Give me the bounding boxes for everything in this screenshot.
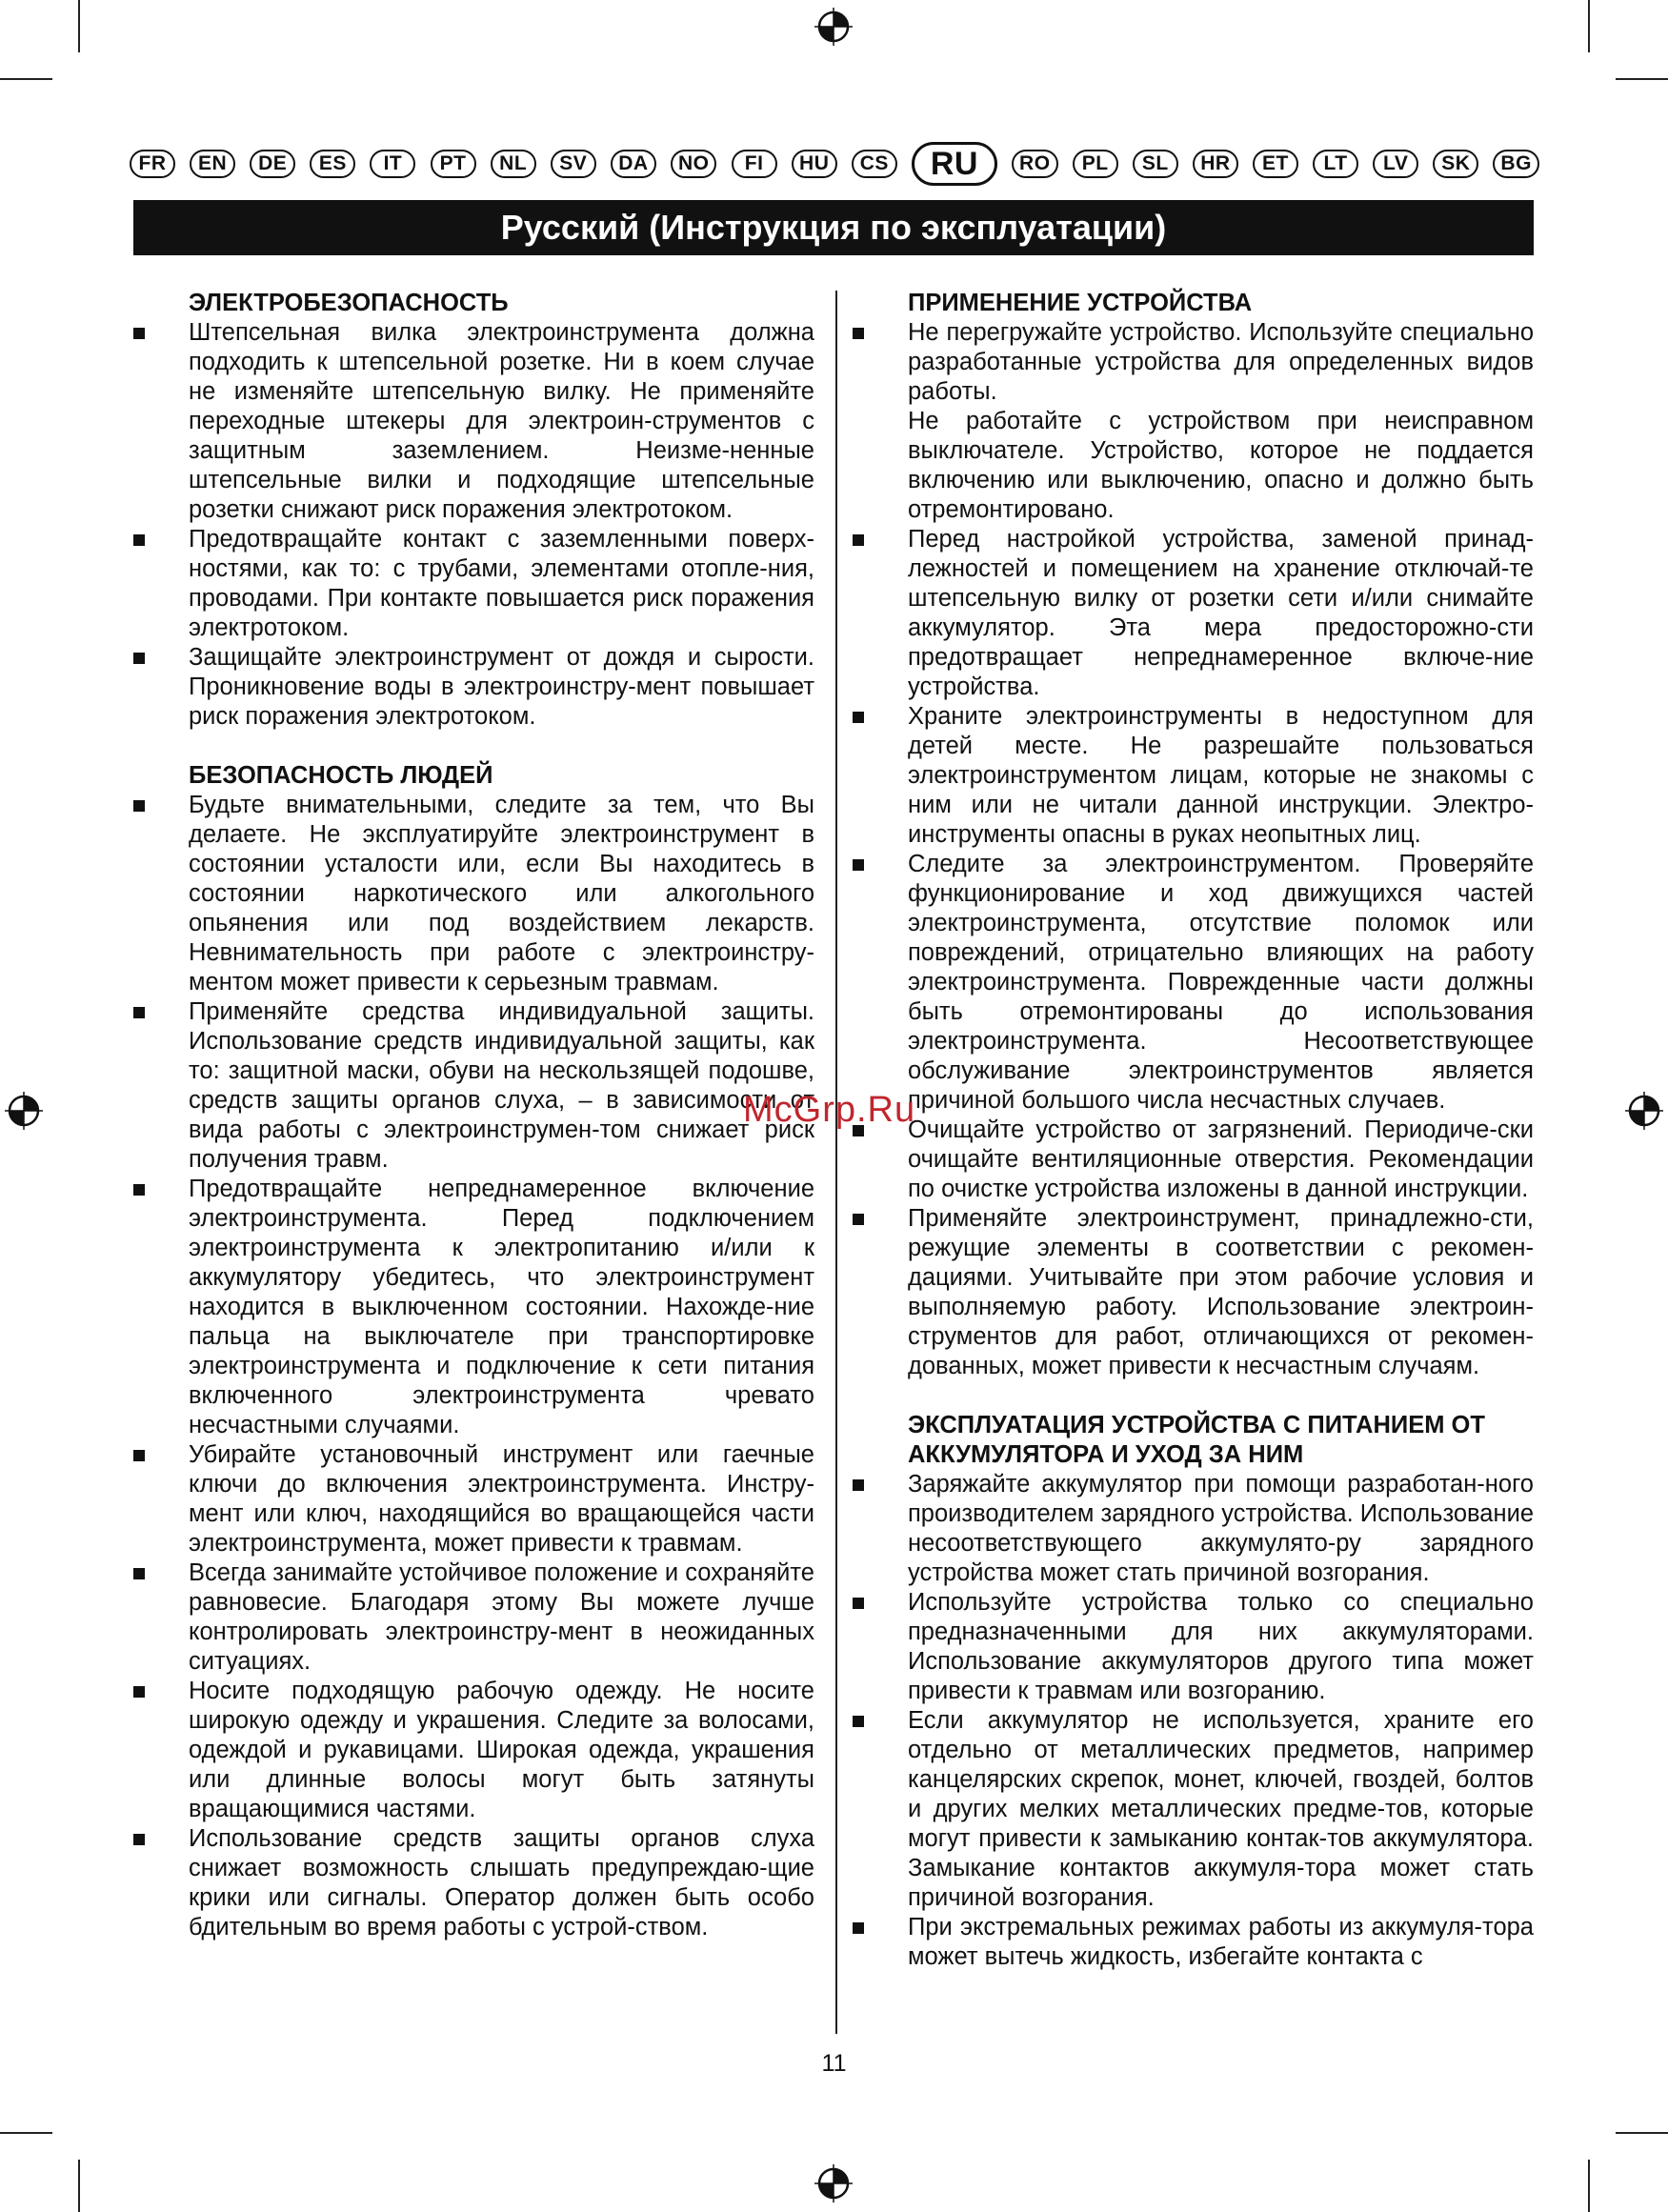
right-column [853, 289, 1534, 1972]
crop-mark [1616, 2132, 1668, 2134]
list-item-text: Следите за электроинструментом. Проверяйте функционирование и ход движущихся частей электроинструмента, отсутствие поломок или повреждений, отрицательно влияющих на работу электроинструмента. Поврежденные части должны быть отремонтированы до использования электроинструмента. Несоответствующее обслуживание электроинструментов является причиной большого числа несчастных случаев. [908, 851, 1534, 1114]
section-heading-electrical-safety: ЭЛЕКТРОБЕЗОПАСНОСТЬ [189, 290, 509, 316]
list-item-text: Носите подходящую рабочую одежду. Не носите широкую одежду и украшения. Следите за волосами, одеждой и рукавицами. Широкая одежда, украшения или длинные волосы могут быть затянуты вращающимися частями. [189, 1678, 814, 1822]
page-title: Русский (Инструкция по эксплуатации) [500, 208, 1167, 247]
registration-mark-bottom [814, 2164, 853, 2202]
list-item [133, 643, 814, 732]
lang-tab-da: DA [611, 150, 656, 178]
bullet-icon [133, 653, 145, 664]
list-item [133, 1824, 814, 1942]
list-item-text: Будьте внимательными, следите за тем, что Вы делаете. Не эксплуатируйте электроинструмент в состоянии усталости или, если Вы находитесь в состоянии наркотического или алкогольного опьянения или под воздействием лекарств. Невнимательность при работе с электроинстру-ментом может привести к серьезным травмам. [189, 792, 814, 995]
bullet-icon [133, 1834, 145, 1845]
list-item-text: При экстремальных режимах работы из аккумуля-тора может вытечь жидкость, избегайте контакта с [908, 1914, 1534, 1970]
list-item-text: Очищайте устройство от загрязнений. Периодиче-ски очищайте вентиляционные отверстия. Рекомендации по очистке устройства изложены в данной инструкции. [908, 1116, 1534, 1202]
lang-tab-pt: PT [431, 150, 476, 178]
lang-tab-de: DE [250, 150, 295, 178]
list-item [133, 525, 814, 643]
left-column [133, 289, 814, 1942]
lang-tab-fi: FI [732, 150, 777, 178]
column-divider [835, 291, 837, 2034]
bullet-icon [133, 1184, 145, 1196]
section-heading-battery-use: ЭКСПЛУАТАЦИЯ УСТРОЙСТВА С ПИТАНИЕМ ОТ АККУМУЛЯТОРА И УХОД ЗА НИМ [908, 1412, 1485, 1468]
registration-mark-right [1625, 1092, 1663, 1130]
list-item-text: Перед настройкой устройства, заменой принад-лежностей и помещением на хранение отключай-те штепсельную вилку от розетки сети и/или снимайте аккумулятор. Эта мера предосторожно-сти предотвращает непреднамеренное включе-ние устройства. [908, 526, 1534, 700]
bullet-icon [853, 1479, 864, 1491]
list-item [133, 1440, 814, 1558]
list-item-text: Заряжайте аккумулятор при помощи разработан-ного производителем зарядного устройства. Использование несоответствующего аккумулято-ру зарядного устройства может стать причиной возгорания. [908, 1471, 1534, 1586]
bullet-icon [133, 328, 145, 339]
list-item [133, 997, 814, 1175]
crop-mark [78, 0, 80, 52]
lang-tab-lv: LV [1373, 150, 1418, 178]
list-item [853, 1706, 1534, 1913]
list-item-text: Если аккумулятор не используется, храните его отдельно от металлических предметов, например канцелярских скрепок, монет, ключей, гвоздей, болтов и других мелких металлических предме-тов, которые могут привести к замыканию контак-тов аккумулятора. Замыкание контактов аккумуля-тора может стать причиной возгорания. [908, 1707, 1534, 1911]
lang-tab-no: NO [671, 150, 717, 178]
lang-tab-it: IT [370, 150, 415, 178]
lang-tab-cs: CS [852, 150, 897, 178]
list-item-text: Предотвращайте непреднамеренное включение электроинструмента. Перед подключением электроинструмента к электропитанию и/или к аккумулятору убедитесь, что электроинструмент находится в выключенном состоянии. Нахожде-ние пальца на выключателе при транспортировке электроинструмента и подключение к сети питания включенного электроинструмента чревато несчастными случаями. [189, 1176, 814, 1438]
list-item [133, 1677, 814, 1824]
list-item-text: Храните электроинструменты в недоступном для детей месте. Не разрешайте пользоваться электроинструментом лицам, которые не знакомы с ним или не читали данной инструкции. Электро-инструменты опасны в руках неопытных лиц. [908, 703, 1534, 848]
list-item [853, 318, 1534, 525]
list-item-text: Использование средств защиты органов слуха снижает возможность слышать предупреждаю-щие крики или сигналы. Оператор должен быть особо бдительным во время работы с устрой-ством. [189, 1825, 814, 1941]
lang-tab-pl: PL [1073, 150, 1118, 178]
page-number: 11 [821, 2050, 847, 2077]
lang-tab-bg: BG [1493, 150, 1539, 178]
language-bar [130, 140, 1539, 188]
bullet-icon [853, 1598, 864, 1609]
bullet-icon [133, 1450, 145, 1461]
lang-tab-hr: HR [1193, 150, 1238, 178]
bullet-icon [133, 1568, 145, 1579]
lang-tab-es: ES [310, 150, 355, 178]
bullet-icon [853, 859, 864, 871]
list-item-text: Используйте устройства только со специально предназначенными для них аккумуляторами. Использование аккумуляторов другого типа может привести к травмам или возгоранию. [908, 1589, 1534, 1704]
bullet-icon [133, 800, 145, 812]
list-item [853, 1116, 1534, 1204]
title-bar [133, 200, 1534, 255]
list-item [133, 318, 814, 525]
bullet-icon [853, 328, 864, 339]
list-item [853, 1470, 1534, 1588]
bullet-icon [133, 1686, 145, 1698]
lang-tab-et: ET [1253, 150, 1298, 178]
watermark: McGrp.Ru [743, 1090, 916, 1130]
list-item [853, 850, 1534, 1116]
crop-mark [1588, 0, 1590, 52]
bullet-icon [853, 1716, 864, 1727]
list-item-text: Штепсельная вилка электроинструмента должна подходить к штепсельной розетке. Ни в коем случае не изменяйте штепсельную вилку. Не применяйте переходные штекеры для электроин-струментов с защитным заземлением. Неизме-ненные штепсельные вилки и подходящие штепсельные розетки снижают риск поражения электротоком. [189, 319, 814, 523]
lang-tab-en: EN [190, 150, 235, 178]
lang-tab-hu: HU [792, 150, 837, 178]
bullet-icon [853, 534, 864, 546]
lang-tab-sv: SV [551, 150, 596, 178]
crop-mark [0, 2132, 52, 2134]
crop-mark [1588, 2160, 1590, 2212]
lang-tab-nl: NL [491, 150, 536, 178]
lang-tab-sl: SL [1133, 150, 1178, 178]
crop-mark [0, 78, 52, 80]
bullet-icon [853, 1922, 864, 1934]
list-item-text: Убирайте установочный инструмент или гаечные ключи до включения электроинструмента. Инстру-мент или ключ, находящийся во вращающейся части электроинструмента, может привести к травмам. [189, 1441, 814, 1557]
list-item-text: Не перегружайте устройство. Используйте специально разработанные устройства для определенных видов работы. Не работайте с устройством при неисправном выключателе. Устройство, которое не поддается включению или выключению, опасно и должно быть отремонтировано. [908, 319, 1534, 523]
list-item [853, 1913, 1534, 1972]
list-item-text: Применяйте электроинструмент, принадлежно-сти, режущие элементы в соответствии с рекомен-дациями. Учитывайте при этом рабочие условия и выполняемую работу. Использование электроин-струментов для работ, отличающихся от рекомен-дованных, может привести к несчастным случаям. [908, 1205, 1534, 1379]
crop-mark [1616, 78, 1668, 80]
lang-tab-ru-active: RU [912, 142, 997, 186]
list-item [133, 1558, 814, 1677]
section-heading-personal-safety: БЕЗОПАСНОСТЬ ЛЮДЕЙ [189, 762, 493, 789]
registration-mark-left [5, 1092, 43, 1130]
bullet-icon [133, 534, 145, 546]
list-item [853, 702, 1534, 850]
list-item-text: Предотвращайте контакт с заземленными поверх-ностями, как то: с трубами, элементами отопле-ния, проводами. При контакте повышается риск поражения электротоком. [189, 526, 814, 641]
registration-mark-top [814, 8, 853, 46]
bullet-icon [853, 1214, 864, 1225]
list-item [133, 791, 814, 997]
list-item-text: Всегда занимайте устойчивое положение и сохраняйте равновесие. Благодаря этому Вы можете лучше контролировать электроинстру-мент в неожиданных ситуациях. [189, 1559, 814, 1675]
list-item-text: Применяйте средства индивидуальной защиты. Использование средств индивидуальной защиты, как то: защитной маски, обуви на нескользящей подошве, средств защиты органов слуха, – в зависимости от вида работы с электроинструмен-том снижает риск получения травм. [189, 998, 814, 1173]
list-item [853, 1204, 1534, 1381]
list-item-text: Защищайте электроинструмент от дождя и сырости. Проникновение воды в электроинстру-мент повышает риск поражения электротоком. [189, 644, 814, 730]
list-item [133, 1175, 814, 1440]
list-item [853, 525, 1534, 702]
crop-mark [78, 2160, 80, 2212]
bullet-icon [853, 712, 864, 723]
lang-tab-lt: LT [1313, 150, 1358, 178]
bullet-icon [133, 1007, 145, 1018]
lang-tab-sk: SK [1433, 150, 1478, 178]
section-heading-device-use: ПРИМЕНЕНИЕ УСТРОЙСТВА [908, 290, 1253, 316]
lang-tab-fr: FR [130, 150, 175, 178]
lang-tab-ro: RO [1012, 150, 1058, 178]
list-item [853, 1588, 1534, 1706]
